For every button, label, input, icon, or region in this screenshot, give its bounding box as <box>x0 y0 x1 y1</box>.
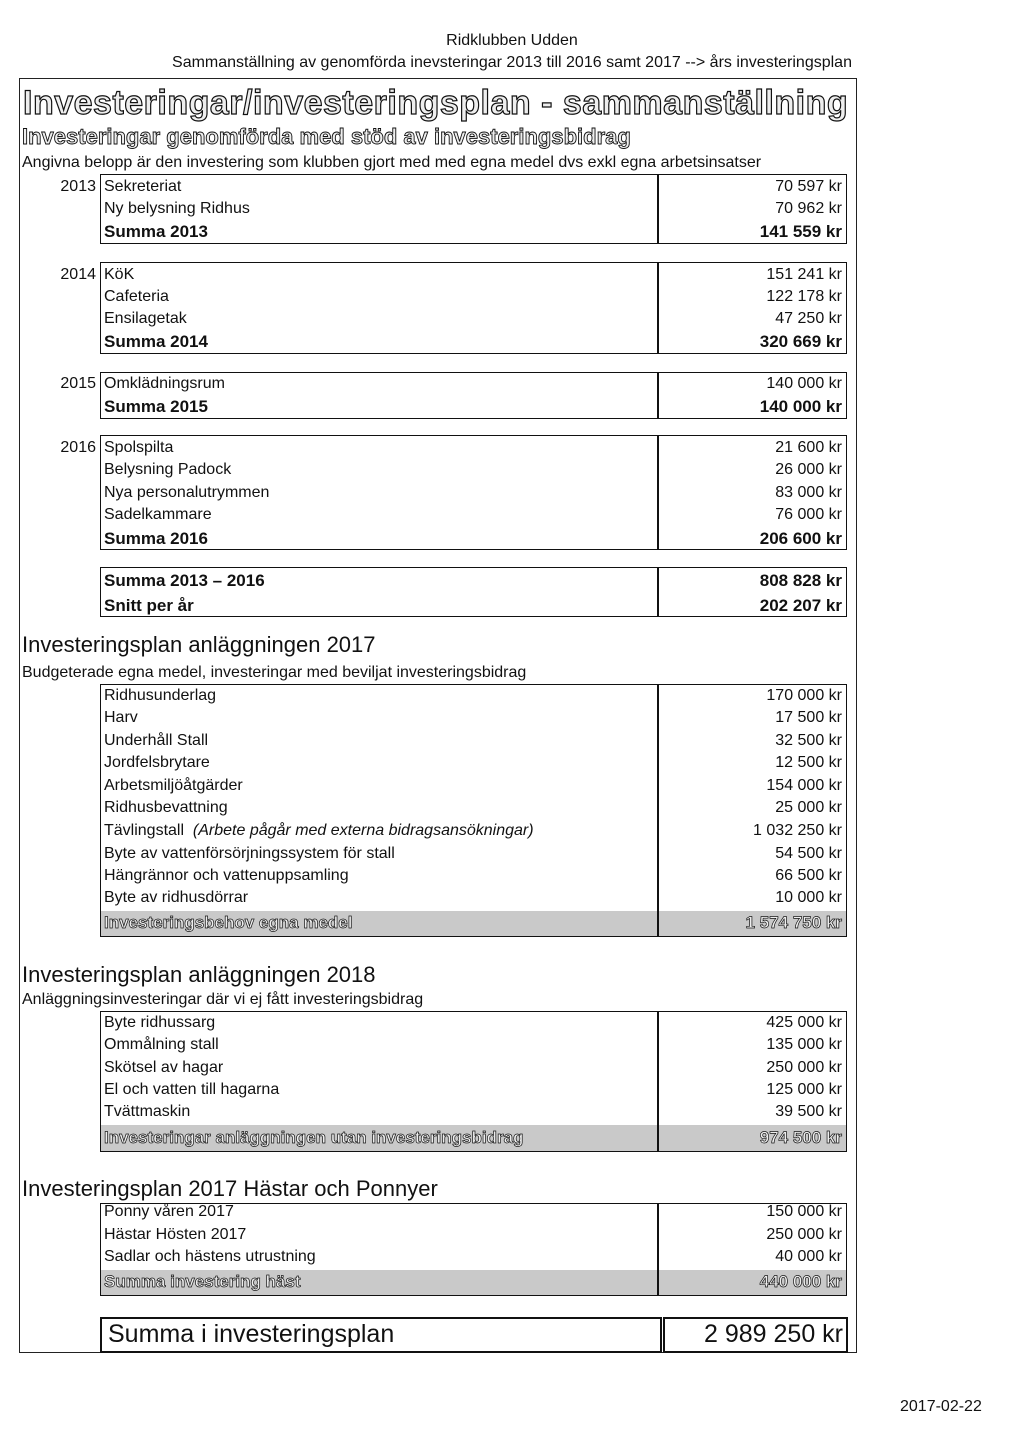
table-row-label: Byte av vattenförsörjningssystem för stall <box>104 845 395 862</box>
table-row-amount: 25 000 kr <box>775 799 842 816</box>
table-row-amount: 140 000 kr <box>766 375 842 392</box>
table-row-label: Sadlar och hästens utrustning <box>104 1248 316 1265</box>
table-row-amount: 47 250 kr <box>775 310 842 327</box>
grand-total-label: Summa i investeringsplan <box>108 1320 395 1348</box>
table-row-label: Ommålning stall <box>104 1036 219 1053</box>
grand-total-value: 2 989 250 kr <box>704 1320 843 1348</box>
table-row-amount: 154 000 kr <box>766 777 842 794</box>
table-row-label: Sekreteriat <box>104 178 182 195</box>
sum-2014-label: Summa 2014 <box>104 332 208 351</box>
document-date: 2017-02-22 <box>900 1398 982 1415</box>
sum-2015-label: Summa 2015 <box>104 397 208 416</box>
table-row-label: Tävlingstall <box>104 822 185 839</box>
table-row-amount: 76 000 kr <box>775 506 842 523</box>
table-row-label: Nya personalutrymmen <box>104 484 270 501</box>
table-row-amount: 1 032 250 kr <box>753 822 842 839</box>
table-row-amount: 135 000 kr <box>766 1036 842 1053</box>
average-per-year-label: Snitt per år <box>104 596 194 615</box>
sum-2015-value: 140 000 kr <box>759 397 842 416</box>
table-row-label: Byte av ridhusdörrar <box>104 889 249 906</box>
table-row-label: Byte ridhussarg <box>104 1014 216 1031</box>
sum-2014-value: 320 669 kr <box>759 332 842 351</box>
table-row-label: Ny belysning Ridhus <box>104 200 250 217</box>
table-row-amount: 10 000 kr <box>775 889 842 906</box>
document-subtitle: Sammanställning av genomförda inevsteringar 2013 till 2016 samt 2017 --> års investeringsplan <box>172 54 852 71</box>
table-row-amount: 70 597 kr <box>775 178 842 195</box>
table-row-amount: 250 000 kr <box>766 1226 842 1243</box>
table-row-label: Ridhusunderlag <box>104 687 217 704</box>
table-row-amount: 70 962 kr <box>775 200 842 217</box>
club-name: Ridklubben Udden <box>446 32 578 49</box>
table-row-label: Cafeteria <box>104 288 169 305</box>
table-row-amount: 54 500 kr <box>775 845 842 862</box>
total-2013-2016-label: Summa 2013 – 2016 <box>104 571 265 590</box>
table-row-amount: 122 178 kr <box>766 288 842 305</box>
table-row-amount: 425 000 kr <box>766 1014 842 1031</box>
table-row-label: Underhåll Stall <box>104 732 209 749</box>
table-row-label: KöK <box>104 266 135 283</box>
table-row-amount: 21 600 kr <box>775 439 842 456</box>
table-row-label: Spolspilta <box>104 439 174 456</box>
sum-plan-2017-value: 1 574 750 kr <box>745 913 842 932</box>
sum-plan-2018-label: Investeringar anläggningen utan investeringsbidrag <box>104 1128 524 1147</box>
table-row-label: Hästar Hösten 2017 <box>104 1226 247 1243</box>
table-row-label: Tvättmaskin <box>104 1103 191 1120</box>
table-row-amount: 17 500 kr <box>775 709 842 726</box>
table-row-label: Jordfelsbrytare <box>104 754 210 771</box>
sum-horses-value: 440 000 kr <box>759 1272 842 1291</box>
table-row-amount: 12 500 kr <box>775 754 842 771</box>
sum-horses-label: Summa investering häst <box>104 1272 301 1291</box>
table-row-label: Skötsel av hagar <box>104 1059 224 1076</box>
section-note-completed: Angivna belopp är den investering som klubben gjort med med egna medel dvs exkl egna arbetsinsatser <box>22 154 762 171</box>
table-row-label: El och vatten till hagarna <box>104 1081 280 1098</box>
table-row-label: Harv <box>104 709 138 726</box>
section-heading-plan-2018: Investeringsplan anläggningen 2018 <box>22 962 376 987</box>
table-row-label: Sadelkammare <box>104 506 212 523</box>
table-row-label: Ponny våren 2017 <box>104 1203 234 1220</box>
year-2013: 2013 <box>60 178 96 195</box>
table-row-label: Omklädningsrum <box>104 375 225 392</box>
table-row-label: Belysning Padock <box>104 461 232 478</box>
table-row-amount: 32 500 kr <box>775 732 842 749</box>
table-row-amount: 39 500 kr <box>775 1103 842 1120</box>
sum-2016-value: 206 600 kr <box>759 529 842 548</box>
table-row-label-with-note <box>104 822 534 840</box>
year-2016: 2016 <box>60 439 96 456</box>
table-row-amount: 83 000 kr <box>775 484 842 501</box>
sum-2013-label: Summa 2013 <box>104 222 208 241</box>
section-heading-plan-2017: Investeringsplan anläggningen 2017 <box>22 632 376 657</box>
table-row-note: (Arbete pågår med externa bidragsansökningar) <box>192 822 534 839</box>
total-2013-2016-value: 808 828 kr <box>759 571 842 590</box>
sum-plan-2017-label: Investeringsbehov egna medel <box>104 913 353 932</box>
page-title: Investeringar/investeringsplan - sammanställning <box>23 84 849 122</box>
table-row-amount: 26 000 kr <box>775 461 842 478</box>
table-row-amount: 150 000 kr <box>766 1203 842 1220</box>
sum-2013-value: 141 559 kr <box>759 222 842 241</box>
section-note-plan-2017: Budgeterade egna medel, investeringar med beviljat investeringsbidrag <box>22 664 527 681</box>
table-row-amount: 151 241 kr <box>766 266 842 283</box>
table-row-label: Hängrännor och vattenuppsamling <box>104 867 349 884</box>
section-note-plan-2018: Anläggningsinvesteringar där vi ej fått investeringsbidrag <box>22 991 424 1008</box>
year-2015: 2015 <box>60 375 96 392</box>
table-row-label: Arbetsmiljöåtgärder <box>104 777 243 794</box>
table-row-amount: 125 000 kr <box>766 1081 842 1098</box>
sum-2016-label: Summa 2016 <box>104 529 208 548</box>
table-row-label: Ensilagetak <box>104 310 187 327</box>
table-row-amount: 250 000 kr <box>766 1059 842 1076</box>
sum-plan-2018-value: 974 500 kr <box>759 1128 842 1147</box>
table-row-amount: 66 500 kr <box>775 867 842 884</box>
year-2014: 2014 <box>60 266 96 283</box>
table-row-label: Ridhusbevattning <box>104 799 228 816</box>
table-row-amount: 40 000 kr <box>775 1248 842 1265</box>
average-per-year-value: 202 207 kr <box>759 596 842 615</box>
table-row-amount: 170 000 kr <box>766 687 842 704</box>
section-heading-completed: Investeringar genomförda med stöd av investeringsbidrag <box>22 124 631 149</box>
section-heading-horses: Investeringsplan 2017 Hästar och Ponnyer <box>22 1176 438 1201</box>
